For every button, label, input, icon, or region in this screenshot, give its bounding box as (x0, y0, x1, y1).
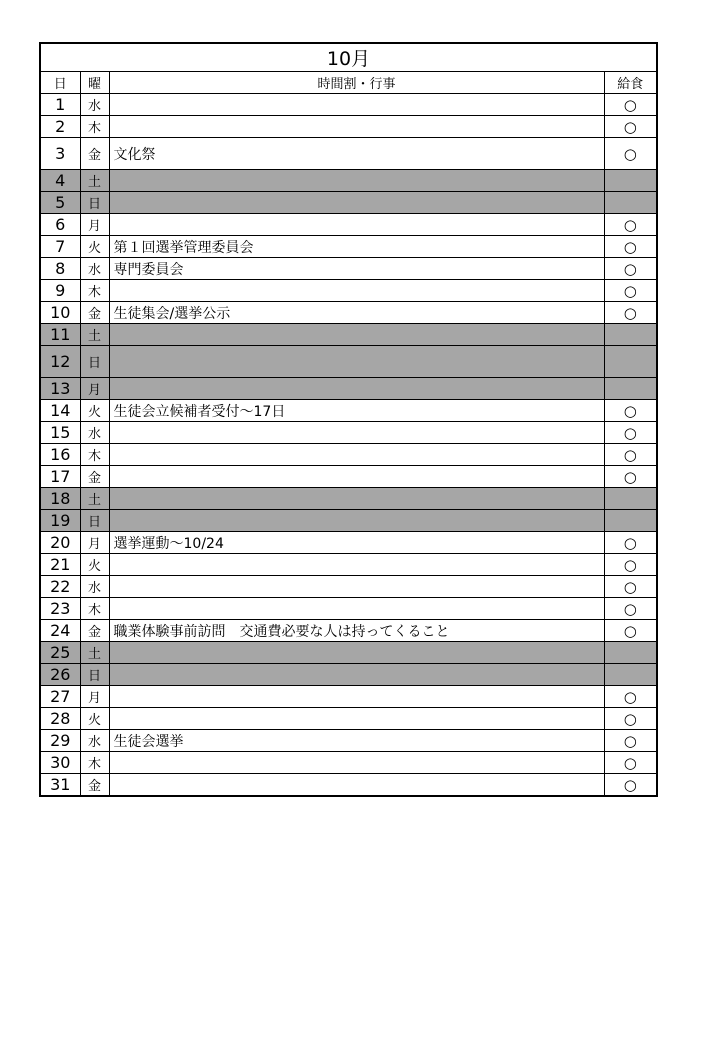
day-cell: 12 (40, 346, 80, 378)
header-lunch: 給食 (604, 72, 657, 94)
table-row (40, 554, 657, 576)
day-cell: 25 (40, 642, 80, 664)
table-row (40, 620, 657, 642)
weekday-cell: 金 (80, 302, 109, 324)
event-cell (109, 192, 604, 214)
day-cell: 30 (40, 752, 80, 774)
event-cell (109, 422, 604, 444)
lunch-cell: ○ (604, 444, 657, 466)
weekday-cell: 日 (80, 192, 109, 214)
table-row (40, 378, 657, 400)
weekday-cell: 土 (80, 642, 109, 664)
event-cell (109, 170, 604, 192)
day-cell: 9 (40, 280, 80, 302)
weekday-cell: 水 (80, 730, 109, 752)
day-cell: 23 (40, 598, 80, 620)
lunch-cell: ○ (604, 598, 657, 620)
table-row (40, 686, 657, 708)
lunch-cell (604, 642, 657, 664)
event-cell (109, 642, 604, 664)
day-cell: 24 (40, 620, 80, 642)
weekday-cell: 木 (80, 444, 109, 466)
header-row (40, 72, 657, 94)
table-row (40, 280, 657, 302)
day-cell: 18 (40, 488, 80, 510)
event-cell (109, 752, 604, 774)
table-row (40, 324, 657, 346)
day-cell: 1 (40, 94, 80, 116)
weekday-cell: 火 (80, 708, 109, 730)
lunch-cell: ○ (604, 532, 657, 554)
table-row (40, 170, 657, 192)
event-cell: 生徒会選挙 (109, 730, 604, 752)
header-events: 時間割・行事 (109, 72, 604, 94)
day-cell: 11 (40, 324, 80, 346)
lunch-cell: ○ (604, 422, 657, 444)
weekday-cell: 木 (80, 116, 109, 138)
table-row (40, 708, 657, 730)
lunch-cell: ○ (604, 400, 657, 422)
day-cell: 20 (40, 532, 80, 554)
lunch-cell (604, 324, 657, 346)
event-cell (109, 466, 604, 488)
event-cell: 第１回選挙管理委員会 (109, 236, 604, 258)
event-cell (109, 280, 604, 302)
event-cell (109, 378, 604, 400)
lunch-cell: ○ (604, 730, 657, 752)
table-row (40, 466, 657, 488)
table-row (40, 488, 657, 510)
weekday-cell: 土 (80, 170, 109, 192)
table-row (40, 94, 657, 116)
table-row (40, 532, 657, 554)
weekday-cell: 日 (80, 346, 109, 378)
header-weekday: 曜 (80, 72, 109, 94)
lunch-cell: ○ (604, 236, 657, 258)
table-row (40, 730, 657, 752)
lunch-cell: ○ (604, 576, 657, 598)
day-cell: 21 (40, 554, 80, 576)
weekday-cell: 火 (80, 554, 109, 576)
lunch-cell: ○ (604, 116, 657, 138)
event-cell (109, 488, 604, 510)
event-cell: 生徒集会/選挙公示 (109, 302, 604, 324)
table-row (40, 302, 657, 324)
weekday-cell: 火 (80, 400, 109, 422)
weekday-cell: 金 (80, 138, 109, 170)
header-day: 日 (40, 72, 80, 94)
day-cell: 26 (40, 664, 80, 686)
event-cell: 職業体験事前訪問 交通費必要な人は持ってくること (109, 620, 604, 642)
event-cell (109, 576, 604, 598)
event-cell: 選挙運動～10/24 (109, 532, 604, 554)
weekday-cell: 土 (80, 324, 109, 346)
table-row (40, 138, 657, 170)
weekday-cell: 水 (80, 576, 109, 598)
event-cell (109, 324, 604, 346)
table-row (40, 236, 657, 258)
day-cell: 5 (40, 192, 80, 214)
lunch-cell: ○ (604, 708, 657, 730)
lunch-cell: ○ (604, 302, 657, 324)
event-cell (109, 214, 604, 236)
weekday-cell: 月 (80, 532, 109, 554)
weekday-cell: 木 (80, 280, 109, 302)
weekday-cell: 月 (80, 686, 109, 708)
weekday-cell: 月 (80, 378, 109, 400)
day-cell: 3 (40, 138, 80, 170)
lunch-cell: ○ (604, 214, 657, 236)
weekday-cell: 金 (80, 620, 109, 642)
day-cell: 13 (40, 378, 80, 400)
event-cell (109, 94, 604, 116)
event-cell: 専門委員会 (109, 258, 604, 280)
day-cell: 2 (40, 116, 80, 138)
lunch-cell: ○ (604, 774, 657, 797)
day-cell: 28 (40, 708, 80, 730)
day-cell: 22 (40, 576, 80, 598)
table-row (40, 444, 657, 466)
weekday-cell: 月 (80, 214, 109, 236)
lunch-cell: ○ (604, 94, 657, 116)
weekday-cell: 土 (80, 488, 109, 510)
table-row (40, 422, 657, 444)
lunch-cell (604, 170, 657, 192)
event-cell (109, 510, 604, 532)
lunch-cell (604, 378, 657, 400)
table-row (40, 510, 657, 532)
lunch-cell (604, 488, 657, 510)
table-row (40, 400, 657, 422)
day-cell: 15 (40, 422, 80, 444)
event-cell (109, 346, 604, 378)
table-row (40, 258, 657, 280)
event-cell (109, 686, 604, 708)
day-cell: 29 (40, 730, 80, 752)
table-row (40, 576, 657, 598)
day-cell: 17 (40, 466, 80, 488)
table-row (40, 664, 657, 686)
event-cell (109, 708, 604, 730)
day-cell: 16 (40, 444, 80, 466)
lunch-cell (604, 192, 657, 214)
month-title: 10月 (40, 43, 657, 72)
weekday-cell: 日 (80, 664, 109, 686)
table-row (40, 346, 657, 378)
title-row (40, 43, 657, 72)
lunch-cell: ○ (604, 466, 657, 488)
event-cell (109, 664, 604, 686)
event-cell: 生徒会立候補者受付～17日 (109, 400, 604, 422)
event-cell (109, 554, 604, 576)
table-row (40, 192, 657, 214)
day-cell: 31 (40, 774, 80, 797)
table-row (40, 598, 657, 620)
weekday-cell: 金 (80, 466, 109, 488)
table-row (40, 214, 657, 236)
lunch-cell: ○ (604, 686, 657, 708)
lunch-cell: ○ (604, 554, 657, 576)
day-cell: 6 (40, 214, 80, 236)
weekday-cell: 水 (80, 422, 109, 444)
day-cell: 27 (40, 686, 80, 708)
day-cell: 8 (40, 258, 80, 280)
event-cell (109, 116, 604, 138)
lunch-cell: ○ (604, 280, 657, 302)
day-cell: 19 (40, 510, 80, 532)
day-cell: 10 (40, 302, 80, 324)
lunch-cell: ○ (604, 752, 657, 774)
event-cell: 文化祭 (109, 138, 604, 170)
event-cell (109, 774, 604, 797)
weekday-cell: 火 (80, 236, 109, 258)
table-row (40, 116, 657, 138)
weekday-cell: 水 (80, 94, 109, 116)
lunch-cell: ○ (604, 138, 657, 170)
lunch-cell (604, 664, 657, 686)
lunch-cell: ○ (604, 620, 657, 642)
lunch-cell (604, 510, 657, 532)
table-row (40, 642, 657, 664)
schedule-table (39, 42, 658, 797)
weekday-cell: 日 (80, 510, 109, 532)
weekday-cell: 金 (80, 774, 109, 797)
weekday-cell: 木 (80, 598, 109, 620)
day-cell: 4 (40, 170, 80, 192)
table-row (40, 774, 657, 797)
weekday-cell: 水 (80, 258, 109, 280)
table-row (40, 752, 657, 774)
event-cell (109, 444, 604, 466)
weekday-cell: 木 (80, 752, 109, 774)
day-cell: 7 (40, 236, 80, 258)
lunch-cell: ○ (604, 258, 657, 280)
day-cell: 14 (40, 400, 80, 422)
event-cell (109, 598, 604, 620)
lunch-cell (604, 346, 657, 378)
